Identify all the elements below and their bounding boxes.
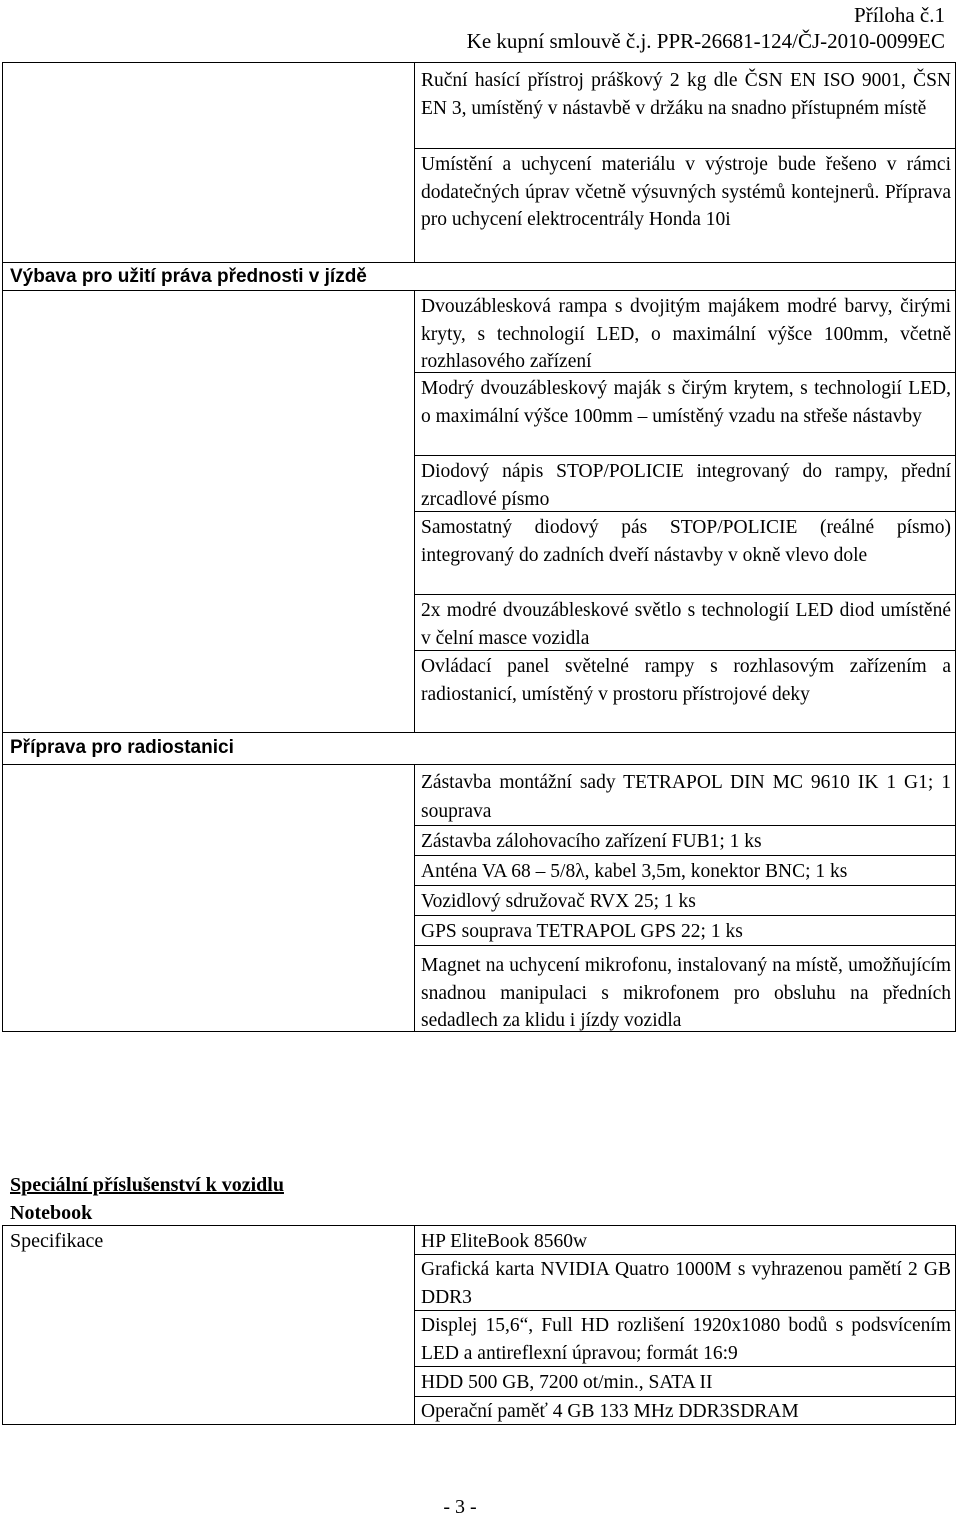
graphics-card-cell: Grafická karta NVIDIA Quatro 1000M s vyhrazenou pamětí 2 GB DDR3 [421,1259,951,1308]
material-mounting-cell: Umístění a uchycení materiálu v výstroje bude řešeno v rámci dodatečných úprav včetně výsuvných systémů kontejnerů. Příprava pro uchycení elektrocentrály Honda 10i [421,154,951,230]
backup-device-cell: Zástavba zálohovacího zařízení FUB1; 1 ks [421,831,762,852]
contract-reference: Ke kupní smlouvě č.j. PPR-26681-124/ČJ-2010-0099EC [466,29,945,53]
antenna-cell: Anténa VA 68 – 5/8λ, kabel 3,5m, konektor BNC; 1 ks [421,861,848,882]
rear-beacon-cell: Modrý dvouzábleskový maják s čirým krytem, s technologií LED, o maximální výšce 100mm – umístěný vzadu na střeše nástavby [421,378,951,427]
led-strip-cell: Samostatný diodový pás STOP/POLICIE (reálné písmo) integrovaný do zadních dveří nástavby v okně vlevo dole [421,517,951,566]
hdd-cell: HDD 500 GB, 7200 ot/min., SATA II [421,1372,713,1393]
stop-sign-cell: Diodový nápis STOP/POLICIE integrovaný do rampy, přední zrcadlové písmo [421,461,951,510]
light-bar-cell: Dvouzáblesková rampa s dvojitým majákem modré barvy, čirými kryty, s technologií LED, o maximální výšce 100mm, včetně rozhlasového zařízení [421,296,951,372]
combiner-cell: Vozidlový sdružovač RVX 25; 1 ks [421,891,696,912]
attachment-label: Příloha č.1 [854,3,945,27]
microphone-magnet-cell: Magnet na uchycení mikrofonu, instalovaný na místě, umožňujícím snadnou manipulaci s mikrofonem pro obsluhu na předních sedadlech za klidu i jízdy vozidla [421,955,951,1031]
memory-cell: Operační paměť 4 GB 133 MHz DDR3SDRAM [421,1401,799,1422]
section-radio-preparation: Příprava pro radiostanici [10,737,234,758]
control-panel-cell: Ovládací panel světelné rampy s rozhlasovým zařízením a radiostanicí, umístěný v prostoru přístrojové deky [421,656,951,705]
fire-extinguisher-cell: Ruční hasící přístroj práškový 2 kg dle ČSN EN ISO 9001, ČSN EN 3, umístěný v nástavbě v držáku na snadno přístupném místě [421,70,951,119]
page-number: - 3 - [443,1496,477,1518]
special-accessories-heading: Speciální příslušenství k vozidlu [10,1174,284,1196]
display-cell: Displej 15,6“, Full HD rozlišení 1920x1080 bodů s podsvícením LED a antireflexní úpravou; formát 16:9 [421,1315,951,1364]
notebook-heading: Notebook [10,1202,93,1224]
section-priority-equipment: Výbava pro užití práva přednosti v jízdě [10,266,367,287]
gps-cell: GPS souprava TETRAPOL GPS 22; 1 ks [421,921,743,942]
notebook-model-cell: HP EliteBook 8560w [421,1231,588,1252]
specification-label: Specifikace [10,1230,104,1252]
front-lights-cell: 2x modré dvouzábleskové světlo s technologií LED diod umístěné v čelní masce vozidla [421,600,951,649]
tetrapol-kit-cell: Zástavba montážní sady TETRAPOL DIN MC 9610 IK 1 G1; 1 souprava [421,772,951,822]
